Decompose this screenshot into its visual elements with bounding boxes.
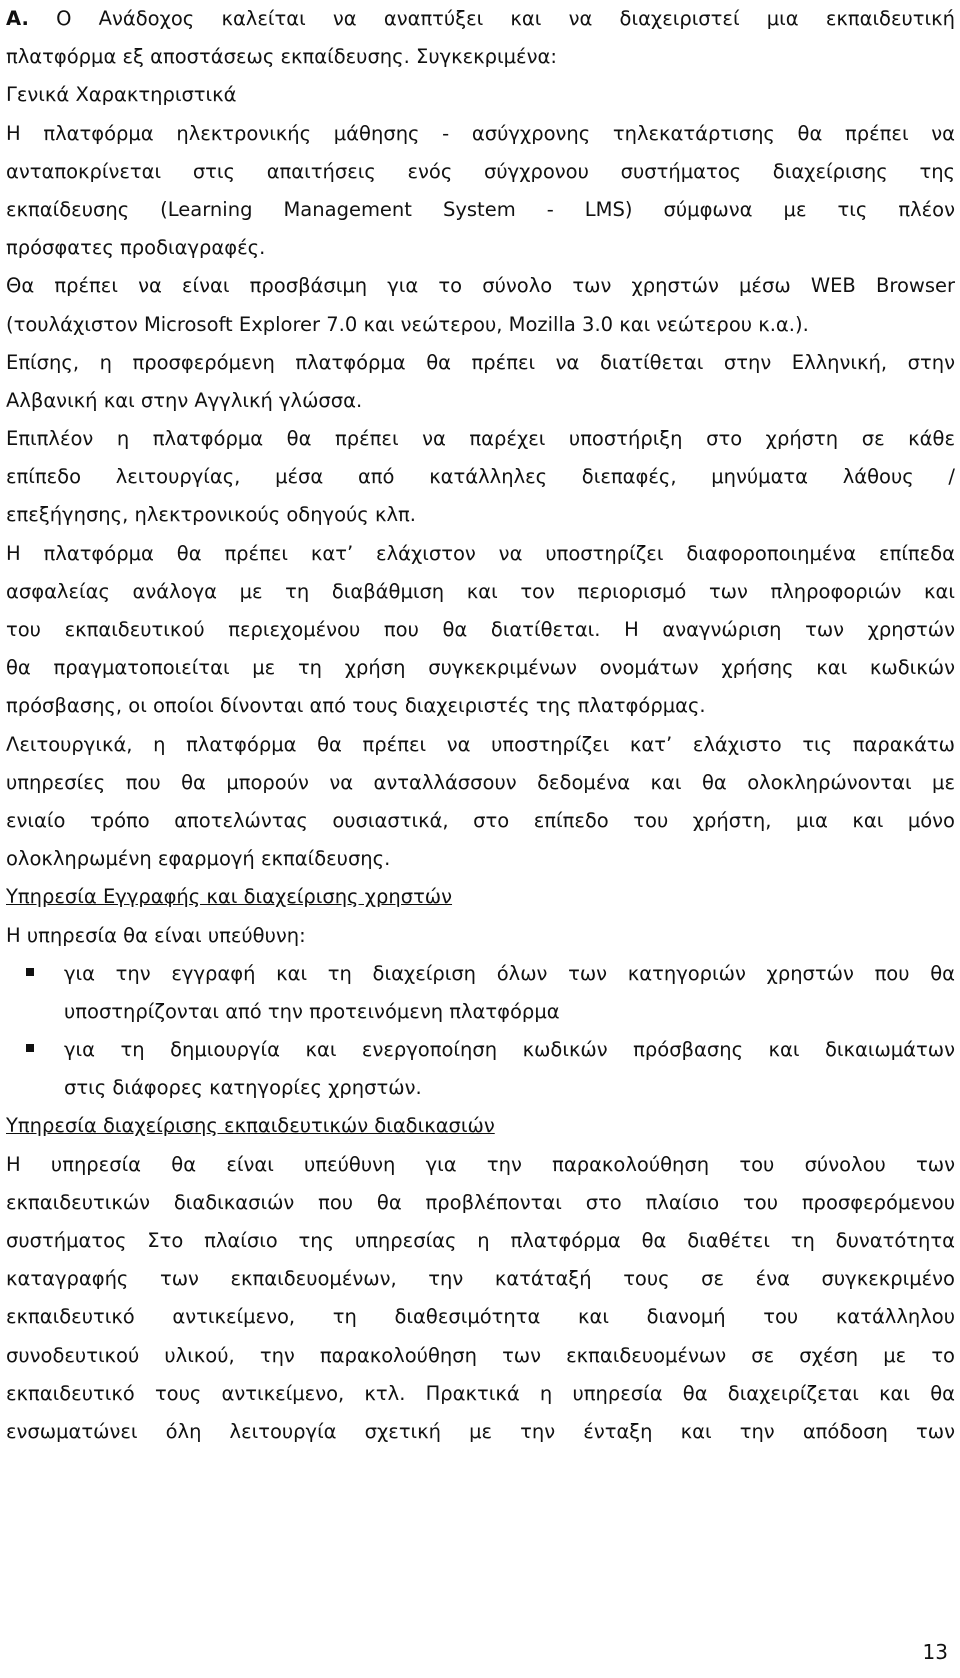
registration-heading: Υπηρεσία Εγγραφής και διαχείρισης χρηστών xyxy=(6,885,453,909)
bullet-2-line-2: στις διάφορες κατηγορίες χρηστών. xyxy=(64,1076,422,1100)
training-line-4: καταγραφής των εκπαιδευομένων, την κατάταξή τους σε ένα συγκεκριμένο xyxy=(6,1267,955,1291)
training-line-3: συστήματος Στο πλαίσιο της υπηρεσίας η πλατφόρμα θα διαθέτει τη δυνατότητα xyxy=(6,1229,955,1252)
section-intro-text-1: Ο Ανάδοχος καλείται να αναπτύξει και να διαχειριστεί μια εκπαιδευτική xyxy=(56,7,955,30)
registration-intro: Η υπηρεσία θα είναι υπεύθυνη: xyxy=(6,923,306,947)
bullet-1-line-2: υποστηρίζονται από την προτεινόμενη πλατφόρμα xyxy=(64,999,560,1023)
p4-line-3: επεξήγησης, ηλεκτρονικούς οδηγούς κλπ. xyxy=(6,503,416,527)
training-line-8: ενσωματώνει όλη λειτουργία σχετική με την ένταξη και την απόδοση των xyxy=(6,1419,955,1443)
p3-line-1: Επίσης, η προσφερόμενη πλατφόρμα θα πρέπει να διατίθεται στην Ελληνική, στην xyxy=(6,350,955,374)
p6-line-3: ενιαίο τρόπο αποτελώντας ουσιαστικά, στο επίπεδο του χρήστη, μια και μόνο xyxy=(6,808,955,832)
p4-line-2: επίπεδο λειτουργίας, μέσα από κατάλληλες διεπαφές, μηνύματα λάθους / xyxy=(6,465,955,489)
training-line-5: εκπαιδευτικό αντικείμενο, τη διαθεσιμότητα και διανομή του κατάλληλου xyxy=(6,1305,955,1329)
bullet-1-line-1 xyxy=(6,955,955,993)
training-heading: Υπηρεσία διαχείρισης εκπαιδευτικών διαδικασιών xyxy=(6,1114,495,1138)
p3-line-2: Αλβανική και στην Αγγλική γλώσσα. xyxy=(6,388,363,412)
p6-line-1: Λειτουργικά, η πλατφόρμα θα πρέπει να υποστηρίζει κατ’ ελάχιστο τις παρακάτω xyxy=(6,732,955,756)
p2-line-1: Θα πρέπει να είναι προσβάσιμη για το σύνολο των χρηστών μέσω WEB Browser xyxy=(6,274,955,298)
section-intro-line-1 xyxy=(6,0,955,38)
training-heading-row xyxy=(6,1107,955,1145)
p5-line-5: πρόσβασης, οι οποίοι δίνονται από τους διαχειριστές της πλατφόρμας. xyxy=(6,694,706,718)
p5-line-2: ασφαλείας ανάλογα με τη διαβάθμιση και τον περιορισμό των πληροφοριών και xyxy=(6,579,955,603)
p1-line-4: πρόσφατες προδιαγραφές. xyxy=(6,236,266,260)
general-heading: Γενικά Χαρακτηριστικά xyxy=(6,83,237,107)
section-intro-line-2: πλατφόρμα εξ αποστάσεως εκπαίδευσης. Συγκεκριμένα: xyxy=(6,45,557,69)
section-label: A. xyxy=(6,7,29,30)
p1-line-1: Η πλατφόρμα ηλεκτρονικής μάθησης - ασύγχρονης τηλεκατάρτισης θα πρέπει να xyxy=(6,121,955,145)
p6-line-4: ολοκληρωμένη εφαρμογή εκπαίδευσης. xyxy=(6,847,391,871)
p1-line-3: εκπαίδευσης (Learning Management System - LMS) σύμφωνα με τις πλέον xyxy=(6,197,955,221)
training-line-2: εκπαιδευτικών διαδικασιών που θα προβλέπονται στο πλαίσιο του προσφερόμενου xyxy=(6,1190,955,1214)
p5-line-4: θα πραγματοποιείται με τη χρήση συγκεκριμένων ονομάτων χρήσης και κωδικών xyxy=(6,656,955,680)
square-bullet-icon xyxy=(26,1044,34,1052)
registration-heading-row xyxy=(6,878,955,916)
p1-line-2: ανταποκρίνεται στις απαιτήσεις ενός σύγχρονου συστήματος διαχείρισης της xyxy=(6,159,955,183)
training-line-7: εκπαιδευτικό τους αντικείμενο, κτλ. Πρακτικά η υπηρεσία θα διαχειρίζεται και θα xyxy=(6,1381,955,1405)
p6-line-2: υπηρεσίες που θα μπορούν να ανταλλάσσουν δεδομένα και θα ολοκληρώνονται με xyxy=(6,770,955,794)
p5-line-1: Η πλατφόρμα θα πρέπει κατ’ ελάχιστον να υποστηρίζει διαφοροποιημένα επίπεδα xyxy=(6,541,955,565)
p2-line-2: (τουλάχιστον Microsoft Explorer 7.0 και νεώτερου, Mozilla 3.0 και νεώτερου κ.α.). xyxy=(6,312,809,336)
bullet-2-text-1: για τη δημιουργία και ενεργοποίηση κωδικών πρόσβασης και δικαιωμάτων xyxy=(64,1038,955,1062)
p4-line-1: Επιπλέον η πλατφόρμα θα πρέπει να παρέχει υποστήριξη στο χρήστη σε κάθε xyxy=(6,427,955,451)
page-number: 13 xyxy=(922,1640,948,1664)
training-line-1: Η υπηρεσία θα είναι υπεύθυνη για την παρακολούθηση του σύνολου των xyxy=(6,1152,955,1176)
p5-line-3: του εκπαιδευτικού περιεχομένου που θα διατίθεται. Η αναγνώριση των χρηστών xyxy=(6,618,955,641)
bullet-2-line-1 xyxy=(6,1031,955,1069)
training-line-6: συνοδευτικού υλικού, την παρακολούθηση των εκπαιδευομένων σε σχέση με το xyxy=(6,1343,955,1367)
document-page xyxy=(6,0,955,1451)
bullet-1-text-1: για την εγγραφή και τη διαχείριση όλων των κατηγοριών χρηστών που θα xyxy=(64,961,955,985)
square-bullet-icon xyxy=(26,968,34,976)
